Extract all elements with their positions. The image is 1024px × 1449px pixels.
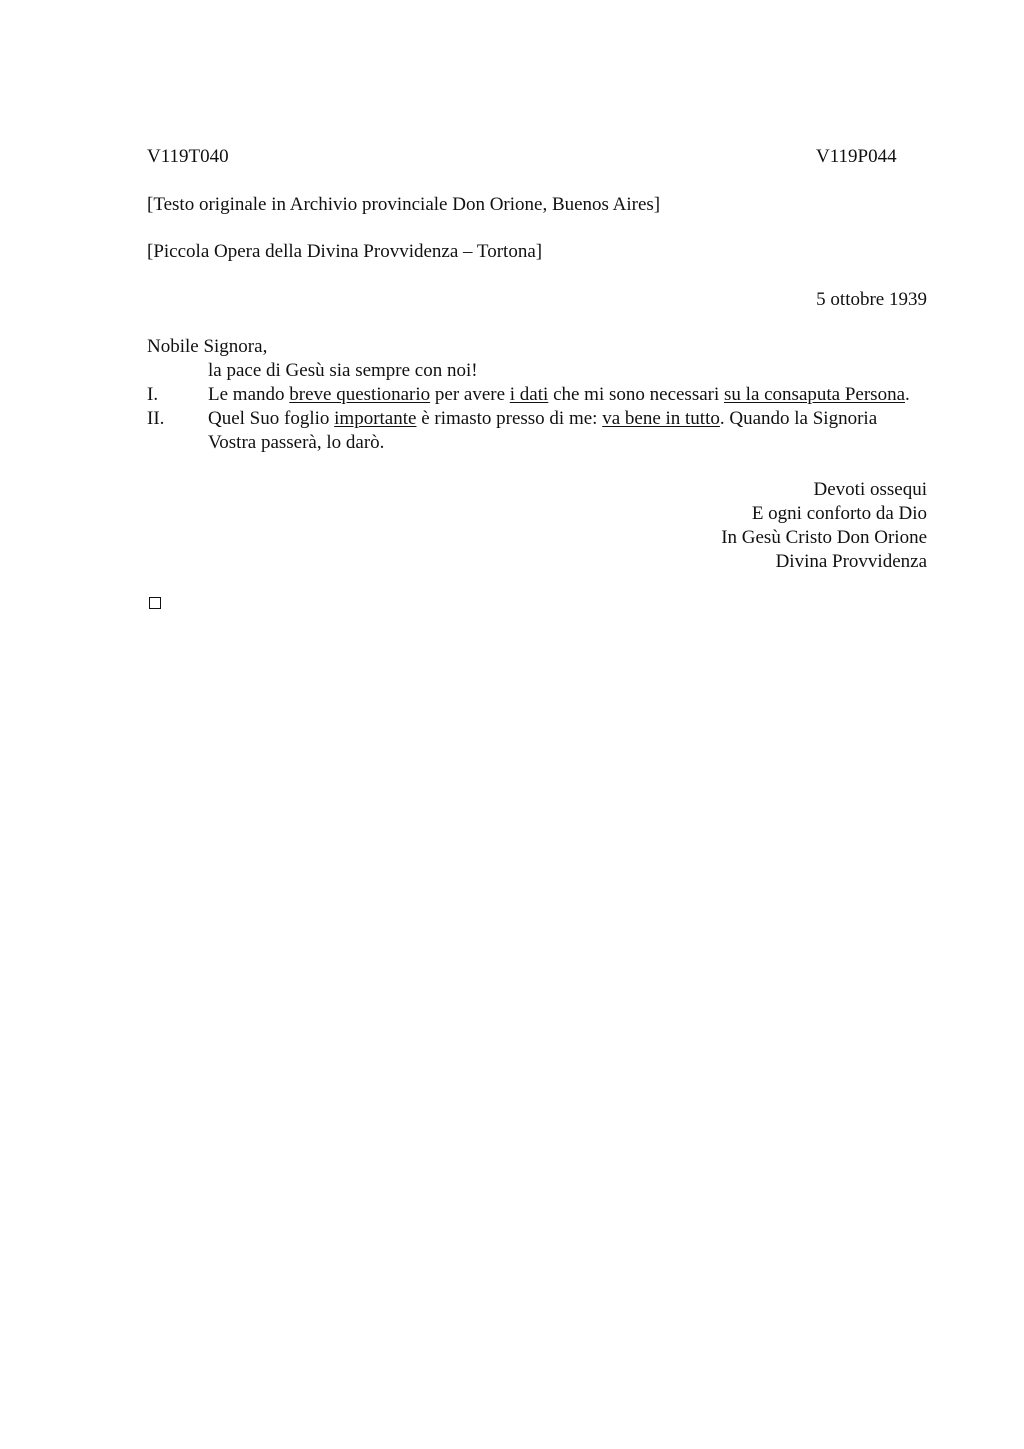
salutation: Nobile Signora,	[147, 336, 268, 357]
empty-checkbox-icon	[149, 597, 161, 609]
reference-code-right: V119P044	[816, 146, 897, 167]
list-item-text	[208, 384, 910, 405]
text-segment: .	[905, 384, 910, 405]
list-item	[147, 383, 927, 407]
list-item-number: II.	[147, 408, 165, 429]
closing-line: Devoti ossequi	[813, 479, 927, 500]
letter-page	[147, 145, 927, 609]
list-item-number: I.	[147, 384, 159, 405]
closing-line: In Gesù Cristo Don Orione	[721, 527, 927, 548]
letter-date: 5 ottobre 1939	[816, 289, 927, 310]
list-item	[147, 407, 927, 455]
greeting: la pace di Gesù sia sempre con noi!	[208, 360, 478, 381]
underlined-text: importante	[334, 408, 417, 429]
text-segment: per avere	[430, 384, 510, 405]
closing-line: Divina Provvidenza	[775, 551, 927, 572]
text-segment: . Quando la Signoria Vostra passerà, lo darò.	[208, 408, 878, 453]
text-segment: è rimasto presso di me:	[416, 408, 603, 429]
text-segment: Le mando	[208, 384, 290, 405]
underlined-text: su la consaputa Persona	[724, 384, 905, 405]
reference-codes	[147, 145, 927, 169]
underlined-text: va bene in tutto	[602, 408, 720, 429]
archive-note: [Testo originale in Archivio provinciale Don Orione, Buenos Aires]	[147, 194, 661, 215]
list-item-text	[208, 408, 877, 453]
closing-line: E ogni conforto da Dio	[751, 503, 927, 524]
text-segment: Quel Suo foglio	[208, 408, 335, 429]
underlined-text: breve questionario	[289, 384, 431, 405]
text-segment: che mi sono necessari	[548, 384, 725, 405]
organization-note: [Piccola Opera della Divina Provvidenza – Tortona]	[147, 241, 543, 262]
closing-block	[147, 478, 927, 574]
underlined-text: i dati	[509, 384, 549, 405]
reference-code-left: V119T040	[147, 146, 229, 167]
